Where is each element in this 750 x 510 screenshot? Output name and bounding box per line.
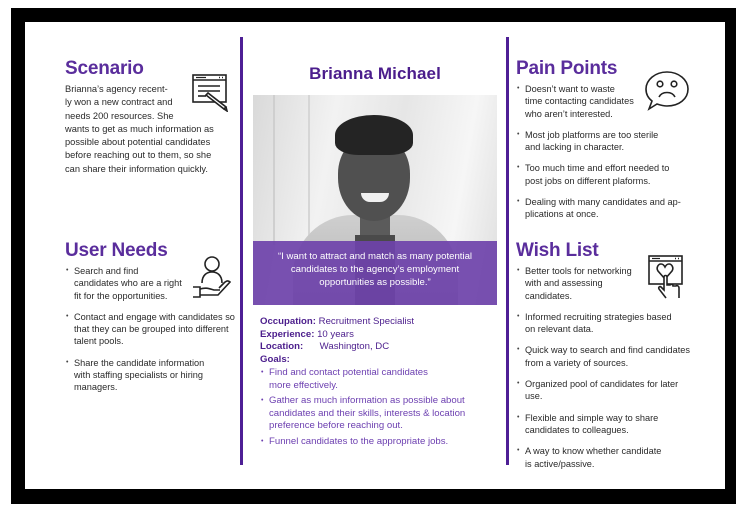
experience-value: 10 years xyxy=(317,328,354,340)
list-item: • Search and find candidates who are a right fit for the opportunities. xyxy=(65,265,183,302)
occupation-label: Occupation: xyxy=(260,316,316,327)
scenario-line: wants to get as much information as possible about potential candidates before reaching out to them, so she can share their information quickly. xyxy=(65,123,214,174)
persona-name: Brianna Michael xyxy=(309,64,441,83)
location-row xyxy=(260,341,500,354)
pain-points-title: Pain Points xyxy=(516,58,618,79)
list-item: • Too much time and effort needed to post jobs on different plaforms. xyxy=(516,162,676,187)
experience-label: Experience: xyxy=(260,328,315,340)
list-item: • Gather as much information as possible about candidates and their skills, interests & location preference before reaching out. xyxy=(260,395,495,433)
list-item: • Dealing with many candidates and ap-plications at once. xyxy=(516,196,681,221)
goals-row xyxy=(260,354,500,367)
location-value: Washington, DC xyxy=(319,341,390,352)
occupation-row xyxy=(260,316,500,329)
photo-background xyxy=(308,95,310,245)
photo-hair xyxy=(335,115,413,155)
scenario-line: needs 200 resources. She xyxy=(65,110,174,121)
user-needs-title: User Needs xyxy=(65,240,168,261)
list-item: • Better tools for networking with and assessing candidates. xyxy=(516,265,634,302)
list-item: • A way to know whether candidate is active/passive. xyxy=(516,445,666,470)
scenario-title: Scenario xyxy=(65,58,144,79)
persona-quote: “I want to attract and match as many potential candidates to the agency’s employment opportunities as possible.” xyxy=(253,241,497,305)
document-pen-icon xyxy=(192,74,228,112)
goals-label: Goals: xyxy=(260,353,290,365)
list-item: • Doesn’t want to waste time contacting candidates who aren’t interested. xyxy=(516,83,634,120)
left-column-divider xyxy=(240,37,243,465)
wish-list-title: Wish List xyxy=(516,240,599,261)
hand-user-icon xyxy=(192,255,232,299)
list-item: • Funnel candidates to the appropriate jobs. xyxy=(260,436,500,449)
list-item: • Most job platforms are too sterile and lacking in character. xyxy=(516,129,666,154)
occupation-value: Recruitment Specialist xyxy=(318,316,415,327)
scenario-line: ly won a new contract and xyxy=(65,97,173,108)
right-column-divider xyxy=(506,37,509,465)
sad-speech-bubble-icon xyxy=(644,70,690,112)
list-item: • Informed recruiting strategies based on relevant data. xyxy=(516,311,676,336)
list-item: • Share the candidate information with staffing specialists or hiring managers. xyxy=(65,357,215,394)
experience-row xyxy=(260,329,500,342)
scenario-line: Brianna’s agency recent- xyxy=(65,84,168,94)
list-item: • Quick way to search and find candidates from a variety of sources. xyxy=(516,344,691,369)
browser-heart-click-icon xyxy=(648,255,684,299)
goals-list xyxy=(260,367,500,448)
photo-background xyxy=(273,95,275,245)
list-item: • Contact and engage with candidates so that they can be grouped into different talent pools. xyxy=(65,311,235,348)
list-item: • Organized pool of candidates for later use. xyxy=(516,378,696,403)
list-item: • Flexible and simple way to share candidates to colleagues. xyxy=(516,412,666,437)
persona-details xyxy=(260,316,500,451)
list-item: • Find and contact potential candidates more effectively. xyxy=(260,367,450,392)
location-label: Location: xyxy=(260,341,304,352)
